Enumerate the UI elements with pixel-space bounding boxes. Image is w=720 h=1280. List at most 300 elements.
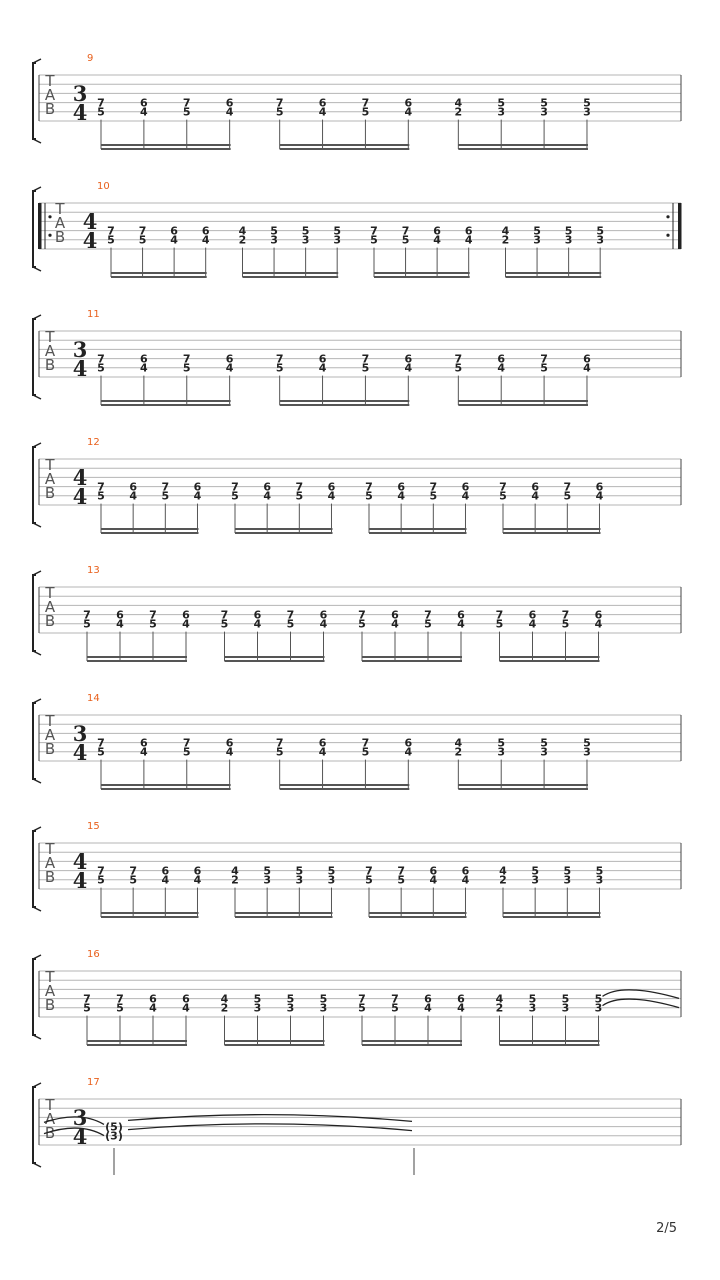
beam: [225, 1040, 325, 1042]
tie-arc-outgoing: [603, 999, 680, 1008]
fret-number: 7: [358, 608, 366, 622]
fret-number: 5: [97, 873, 105, 887]
beam: [506, 272, 602, 274]
beam: [369, 528, 466, 530]
tab-letter-b: B: [44, 484, 56, 502]
time-sig-denominator: 4: [72, 100, 88, 125]
fret-number: 4: [149, 1001, 157, 1015]
measure-number: 12: [87, 437, 100, 448]
beam: [243, 272, 339, 274]
beam: [503, 916, 600, 918]
beam: [87, 1040, 187, 1042]
tab-letter-b: B: [44, 868, 56, 886]
fret-number: 5: [149, 617, 157, 631]
beam: [235, 916, 332, 918]
fret-number: 4: [140, 105, 148, 119]
fret-number: 5: [253, 992, 262, 1006]
fret-number: 5: [182, 105, 191, 119]
fret-number: 7: [182, 352, 191, 366]
beam: [280, 784, 410, 786]
fret-number: 5: [295, 489, 304, 503]
fret-number: 5: [563, 864, 572, 878]
fret-number: 2: [231, 873, 239, 887]
fret-number: 6: [129, 480, 137, 494]
beam: [362, 1040, 462, 1042]
fret-number: 7: [454, 352, 463, 366]
fret-number: 5: [397, 873, 405, 887]
tab-letter-a: A: [44, 342, 56, 360]
fret-number: 4: [225, 105, 234, 119]
fret-number: 4: [454, 736, 463, 750]
fret-number: 7: [563, 480, 572, 494]
fret-number: 7: [97, 352, 105, 366]
fret-number: 3: [540, 105, 548, 119]
system-bracket: [33, 703, 36, 779]
fret-number: 4: [116, 617, 124, 631]
fret-number: 4: [238, 224, 247, 238]
beam: [458, 400, 588, 402]
beam: [503, 532, 600, 534]
fret-number: 5: [231, 489, 239, 503]
tab-letter-a: A: [44, 598, 56, 616]
tab-letter-b: B: [44, 356, 56, 374]
fret-number: 5: [129, 873, 137, 887]
beam: [101, 148, 231, 150]
fret-number: 7: [365, 864, 373, 878]
fret-number: 5: [595, 864, 604, 878]
fret-number: 6: [404, 96, 413, 110]
fret-number: 4: [595, 489, 604, 503]
system-bracket: [33, 959, 36, 1035]
fret-number: 6: [318, 96, 327, 110]
fret-number: 7: [499, 480, 507, 494]
fret-number: 6: [161, 864, 170, 878]
fret-number: 7: [295, 480, 304, 494]
fret-number: 6: [253, 608, 262, 622]
fret-number: 5: [424, 617, 432, 631]
fret-number: 5: [270, 224, 278, 238]
fret-number: 5: [497, 96, 506, 110]
fret-number: 7: [429, 480, 438, 494]
fret-number: 7: [561, 608, 570, 622]
fret-number: 5: [583, 736, 591, 750]
fret-number: 4: [429, 873, 438, 887]
beam: [87, 656, 187, 658]
fret-number: 7: [182, 96, 191, 110]
fret-number: 6: [319, 608, 328, 622]
fret-number: 6: [182, 992, 190, 1006]
tab-letter-b: B: [44, 100, 56, 118]
beam: [101, 144, 231, 146]
fret-number: 5: [116, 1001, 124, 1015]
fret-number: 5: [499, 489, 507, 503]
fret-number: 5: [528, 992, 537, 1006]
fret-number: 7: [97, 480, 105, 494]
fret-number: 4: [231, 864, 239, 878]
fret-number: 6: [583, 352, 591, 366]
fret-number: 6: [433, 224, 441, 238]
fret-number: 4: [140, 745, 148, 759]
beam: [362, 660, 462, 662]
beam: [101, 788, 231, 790]
fret-number: 4: [397, 489, 405, 503]
system-bracket: [33, 63, 36, 139]
tab-letter-a: A: [44, 854, 56, 872]
tab-letter-t: T: [45, 1096, 55, 1114]
tab-letter-a: A: [44, 726, 56, 744]
fret-number: 7: [97, 736, 105, 750]
fret-number: 6: [461, 864, 470, 878]
beam: [243, 276, 339, 278]
time-sig-denominator: 4: [82, 228, 98, 253]
fret-number: 7: [129, 864, 137, 878]
fret-number: 6: [531, 480, 539, 494]
beam: [280, 148, 410, 150]
fret-number: 6: [193, 864, 202, 878]
time-sig-numerator: 3: [72, 81, 88, 106]
fret-number: 7: [370, 224, 378, 238]
fret-number: 2: [454, 745, 463, 759]
fret-number: 3: [528, 1001, 537, 1015]
fret-number: 5: [401, 233, 410, 247]
fret-number: 5: [561, 617, 570, 631]
fret-number: 7: [107, 224, 115, 238]
system-10: [33, 181, 682, 278]
fret-number: 4: [253, 617, 262, 631]
fret-number: 5: [540, 736, 548, 750]
fret-number: 7: [275, 96, 284, 110]
beam: [369, 912, 466, 914]
fret-number: 6: [170, 224, 178, 238]
tab-letter-t: T: [55, 200, 65, 218]
fret-number: 5: [286, 617, 295, 631]
tab-letter-a: A: [54, 214, 66, 232]
fret-number: 6: [457, 608, 465, 622]
fret-number: 7: [397, 864, 405, 878]
bracket-hook: [33, 443, 41, 527]
tie-arc: [128, 1115, 412, 1122]
beam: [458, 788, 588, 790]
fret-number: 5: [365, 873, 373, 887]
fret-number: 7: [161, 480, 170, 494]
fret-number: 7: [495, 608, 504, 622]
fret-number: 3: [564, 233, 573, 247]
fret-number: 5: [531, 864, 539, 878]
fret-number: 5: [333, 224, 342, 238]
fret-number: 6: [424, 992, 432, 1006]
fret-number: 7: [401, 224, 410, 238]
tie-arc: [128, 1124, 412, 1131]
fret-number: 6: [149, 992, 157, 1006]
system-bracket: [33, 1087, 36, 1163]
fret-number: 7: [286, 608, 295, 622]
repeat-dot: [666, 215, 669, 218]
fret-number: 4: [140, 361, 148, 375]
time-sig-denominator: 4: [72, 868, 88, 893]
fret-number: 4: [499, 864, 507, 878]
time-sig-numerator: 3: [72, 721, 88, 746]
time-sig-numerator: 4: [82, 209, 98, 234]
measure-number: 15: [87, 821, 100, 832]
beam: [101, 912, 198, 914]
fret-number: 3: [333, 233, 342, 247]
fret-number: 6: [528, 608, 537, 622]
fret-number: 3: [533, 233, 541, 247]
beam: [101, 404, 231, 406]
fret-number: 4: [583, 361, 591, 375]
fret-number: 5: [301, 224, 310, 238]
fret-number: 5: [358, 1001, 366, 1015]
fret-number: 7: [138, 224, 147, 238]
fret-number: 4: [454, 96, 463, 110]
bracket-hook: [33, 827, 41, 911]
tab-letter-a: A: [44, 1110, 56, 1128]
fret-number: 6: [318, 736, 327, 750]
beam: [225, 660, 325, 662]
fret-number: 5: [497, 736, 506, 750]
beam: [458, 144, 588, 146]
beam: [87, 660, 187, 662]
system-bracket: [33, 575, 36, 651]
fret-number: 3: [327, 873, 336, 887]
tab-letter-t: T: [45, 584, 55, 602]
system-11: [33, 309, 681, 406]
beam: [280, 144, 410, 146]
fret-number: (3): [105, 1129, 123, 1143]
fret-number: 6: [225, 96, 234, 110]
fret-number: 7: [540, 352, 548, 366]
fret-number: 6: [225, 736, 234, 750]
fret-number: 5: [97, 105, 105, 119]
beam: [101, 916, 198, 918]
tab-letter-a: A: [44, 470, 56, 488]
fret-number: 5: [182, 745, 191, 759]
fret-number: 5: [319, 992, 328, 1006]
beam: [500, 1040, 600, 1042]
tab-letter-b: B: [54, 228, 66, 246]
bracket-hook: [33, 315, 41, 399]
tab-letter-b: B: [44, 1124, 56, 1142]
fret-number: 3: [540, 745, 548, 759]
repeat-dot: [48, 215, 51, 218]
fret-number: 6: [263, 480, 271, 494]
fret-number: 5: [583, 96, 591, 110]
fret-number: 5: [97, 489, 105, 503]
time-sig-numerator: 4: [72, 465, 88, 490]
measure-number: 17: [87, 1077, 100, 1088]
fret-number: 4: [193, 489, 202, 503]
fret-number: 7: [275, 736, 284, 750]
beam: [458, 784, 588, 786]
fret-number: 5: [429, 489, 438, 503]
fret-number: 6: [391, 608, 399, 622]
repeat-dot: [666, 234, 669, 237]
measure-number: 14: [87, 693, 100, 704]
tab-letter-a: A: [44, 86, 56, 104]
fret-number: 3: [286, 1001, 295, 1015]
beam: [503, 528, 600, 530]
tab-letter-t: T: [45, 456, 55, 474]
system-14: [33, 693, 681, 790]
fret-number: 3: [596, 233, 605, 247]
time-sig-denominator: 4: [72, 356, 88, 381]
fret-number: 6: [461, 480, 470, 494]
fret-number: 5: [275, 105, 284, 119]
beam: [503, 912, 600, 914]
beam: [369, 532, 466, 534]
tab-letter-t: T: [45, 328, 55, 346]
tab-letter-t: T: [45, 72, 55, 90]
fret-number: 2: [454, 105, 463, 119]
fret-number: 6: [318, 352, 327, 366]
fret-number: 4: [182, 1001, 190, 1015]
beam: [500, 656, 600, 658]
fret-number: 5: [161, 489, 170, 503]
fret-number: 7: [116, 992, 124, 1006]
system-12: [33, 437, 681, 534]
fret-number: 5: [220, 617, 229, 631]
fret-number: 4: [464, 233, 473, 247]
fret-number: 6: [397, 480, 405, 494]
tab-letter-b: B: [44, 612, 56, 630]
fret-number: 7: [365, 480, 373, 494]
system-bracket: [33, 191, 36, 267]
system-bracket: [33, 831, 36, 907]
fret-number: 4: [319, 617, 328, 631]
beam: [111, 276, 207, 278]
bracket-hook: [33, 571, 41, 655]
fret-number: 5: [563, 489, 572, 503]
fret-number: 4: [318, 361, 327, 375]
fret-number: 7: [97, 864, 105, 878]
fret-number: 4: [433, 233, 441, 247]
fret-number: 7: [182, 736, 191, 750]
time-sig-denominator: 4: [72, 1124, 88, 1149]
fret-number: 5: [596, 224, 605, 238]
fret-number: 7: [358, 992, 366, 1006]
bracket-hook: [33, 59, 41, 143]
fret-number: 3: [563, 873, 572, 887]
fret-number: 2: [495, 1001, 504, 1015]
fret-number: 5: [391, 1001, 399, 1015]
beam: [506, 276, 602, 278]
fret-number: 4: [404, 745, 413, 759]
fret-number: 6: [327, 480, 336, 494]
beam: [235, 532, 332, 534]
fret-number: 5: [564, 224, 573, 238]
fret-number: 3: [594, 1001, 603, 1015]
fret-number: 6: [595, 480, 604, 494]
time-sig-denominator: 4: [72, 484, 88, 509]
fret-number: 7: [149, 608, 157, 622]
fret-number: 5: [540, 96, 548, 110]
beam: [280, 404, 410, 406]
beam: [101, 400, 231, 402]
fret-number: 4: [461, 489, 470, 503]
beam: [101, 784, 231, 786]
fret-number: 6: [594, 608, 603, 622]
tab-letter-t: T: [45, 712, 55, 730]
fret-number: 6: [404, 736, 413, 750]
system-16: [33, 949, 681, 1046]
beam: [235, 528, 332, 530]
fret-number: 4: [457, 1001, 465, 1015]
beam: [369, 916, 466, 918]
measure-number: 9: [87, 53, 94, 64]
fret-number: 5: [365, 489, 373, 503]
beam: [374, 276, 470, 278]
fret-number: 5: [138, 233, 147, 247]
fret-number: 5: [275, 745, 284, 759]
fret-number: 7: [361, 736, 370, 750]
system-15: [33, 821, 681, 918]
fret-number: (5): [105, 1120, 123, 1134]
tab-letter-b: B: [44, 996, 56, 1014]
fret-number: 5: [370, 233, 378, 247]
bracket-hook: [33, 955, 41, 1039]
bracket-hook: [33, 699, 41, 783]
fret-number: 4: [193, 873, 202, 887]
fret-number: 3: [497, 105, 506, 119]
tab-letter-b: B: [44, 740, 56, 758]
fret-number: 3: [497, 745, 506, 759]
fret-number: 5: [97, 361, 105, 375]
fret-number: 4: [225, 745, 234, 759]
fret-number: 5: [83, 1001, 91, 1015]
beam: [362, 1044, 462, 1046]
time-sig-denominator: 4: [72, 740, 88, 765]
fret-number: 2: [238, 233, 247, 247]
fret-number: 4: [594, 617, 603, 631]
beam: [500, 1044, 600, 1046]
fret-number: 5: [83, 617, 91, 631]
fret-number: 3: [295, 873, 304, 887]
repeat-dot: [48, 234, 51, 237]
fret-number: 5: [182, 361, 191, 375]
fret-number: 7: [220, 608, 229, 622]
fret-number: 5: [361, 361, 370, 375]
fret-number: 6: [457, 992, 465, 1006]
fret-number: 5: [97, 745, 105, 759]
fret-number: 5: [295, 864, 304, 878]
bracket-hook: [33, 1083, 41, 1167]
fret-number: 4: [161, 873, 170, 887]
fret-number: 5: [107, 233, 115, 247]
fret-number: 5: [454, 361, 463, 375]
beam: [374, 272, 470, 274]
fret-number: 2: [499, 873, 507, 887]
fret-number: 3: [583, 745, 591, 759]
fret-number: 6: [497, 352, 506, 366]
fret-number: 7: [361, 352, 370, 366]
tab-letter-a: A: [44, 982, 56, 1000]
beam: [111, 272, 207, 274]
beam: [458, 404, 588, 406]
fret-number: 6: [404, 352, 413, 366]
fret-number: 5: [533, 224, 541, 238]
fret-number: 4: [129, 489, 137, 503]
fret-number: 3: [583, 105, 591, 119]
fret-number: 7: [83, 608, 91, 622]
beam: [500, 660, 600, 662]
fret-number: 5: [540, 361, 548, 375]
beam: [101, 528, 198, 530]
tab-letter-t: T: [45, 840, 55, 858]
fret-number: 5: [263, 864, 271, 878]
fret-number: 5: [286, 992, 295, 1006]
fret-number: 5: [358, 617, 366, 631]
fret-number: 4: [501, 224, 510, 238]
